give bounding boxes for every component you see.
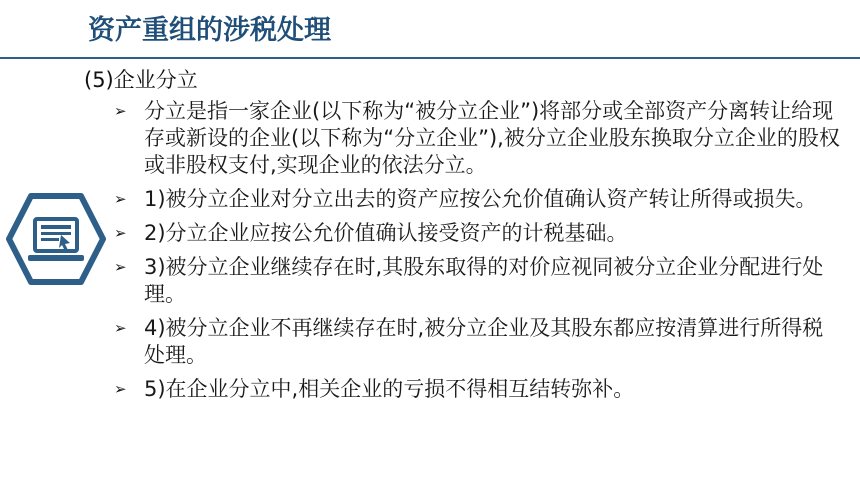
- bullet-item: [114, 376, 844, 403]
- bullet-item: [114, 220, 844, 247]
- arrow-bullet-icon: ➢: [114, 224, 127, 242]
- arrow-bullet-icon: ➢: [114, 190, 127, 208]
- bullet-item: [114, 315, 844, 369]
- bullet-text: 2)分立企业应按公允价值确认接受资产的计税基础。: [144, 221, 628, 245]
- title-divider: [0, 57, 860, 59]
- bullet-list: [114, 98, 844, 410]
- arrow-bullet-icon: ➢: [114, 258, 127, 276]
- hexagon-badge-icon: [6, 193, 106, 285]
- bullet-item: [114, 186, 844, 213]
- section-heading: (5)企业分立: [84, 68, 198, 92]
- computer-screen-cursor-icon: [6, 193, 106, 285]
- bullet-text: 5)在企业分立中,相关企业的亏损不得相互结转弥补。: [144, 377, 635, 401]
- bullet-item: [114, 98, 844, 179]
- slide-title: 资产重组的涉税处理: [88, 15, 331, 46]
- bullet-text: 1)被分立企业对分立出去的资产应按公允价值确认资产转让所得或损失。: [144, 187, 817, 211]
- arrow-bullet-icon: ➢: [114, 102, 127, 120]
- bullet-text: 3)被分立企业继续存在时,其股东取得的对价应视同被分立企业分配进行处理。: [144, 255, 824, 306]
- bullet-item: [114, 254, 844, 308]
- arrow-bullet-icon: ➢: [114, 319, 127, 337]
- bullet-text: 分立是指一家企业(以下称为“被分立企业”)将部分或全部资产分离转让给现存或新设的企业(以下称为“分立企业”),被分立企业股东换取分立企业的股权或非股权支付,实现企业的依法分立。: [144, 99, 840, 177]
- bullet-text: 4)被分立企业不再继续存在时,被分立企业及其股东都应按清算进行所得税处理。: [144, 316, 824, 367]
- arrow-bullet-icon: ➢: [114, 380, 127, 398]
